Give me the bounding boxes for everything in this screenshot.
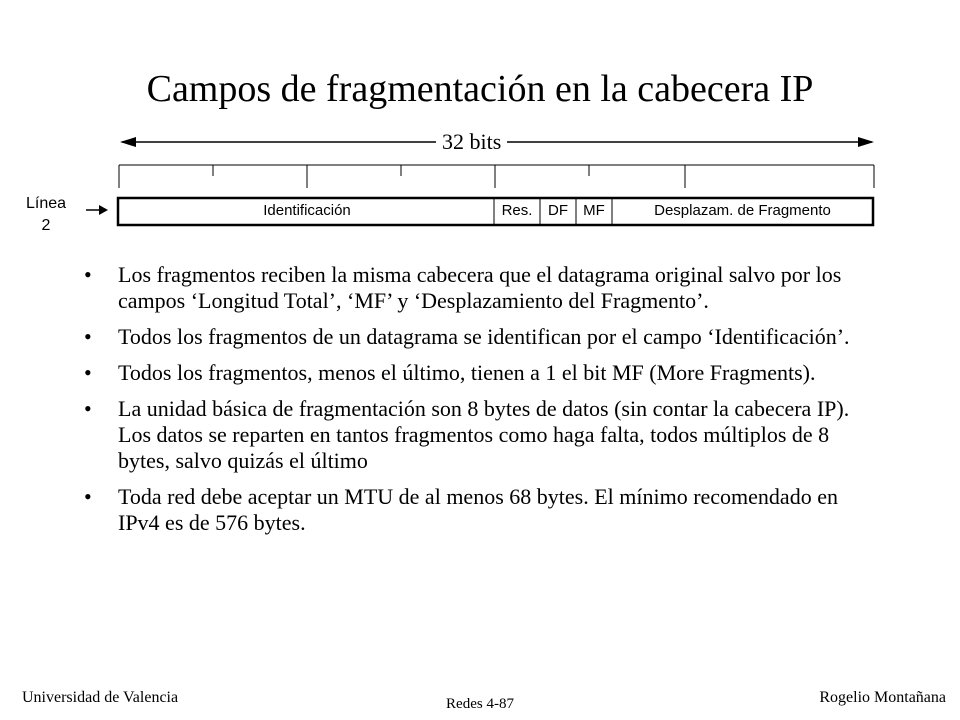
bullet-text: La unidad básica de fragmentación son 8 bytes de datos (sin contar la cabecera IP). Los datos se reparten en tantos fragmentos como haga falta, todos múltiplos de 8 bytes, salvo quizás el último <box>118 396 850 473</box>
arrow-left-head <box>120 137 136 147</box>
row-label <box>18 193 74 237</box>
footer-institution: Universidad de Valencia <box>22 689 179 706</box>
bullet-marker: • <box>84 262 92 287</box>
bullet-list <box>84 262 884 546</box>
footer-author: Rogelio Montañana <box>819 689 946 706</box>
bullet-item <box>84 360 884 386</box>
field-mf: MF <box>583 202 605 219</box>
bullet-item <box>84 396 884 474</box>
field-identificacion: Identificación <box>263 202 351 219</box>
bullet-marker: • <box>84 396 92 421</box>
arrow-right-head <box>858 137 874 147</box>
bullet-text: Los fragmentos reciben la misma cabecera que el datagrama original salvo por los campos ‘Longitud Total’, ‘MF’ y ‘Desplazamiento del Fragmento’. <box>118 262 842 313</box>
bullet-text: Toda red debe aceptar un MTU de al menos 68 bytes. El mínimo recomendado en IPv4 es de 576 bytes. <box>118 484 838 535</box>
field-df: DF <box>548 202 568 219</box>
bullet-text: Todos los fragmentos, menos el último, tienen a 1 el bit MF (More Fragments). <box>118 360 816 385</box>
bullet-item <box>84 262 884 314</box>
row-label-line1: Línea <box>25 195 67 212</box>
bullet-marker: • <box>84 324 92 349</box>
bullet-marker: • <box>84 484 92 509</box>
bullet-item <box>84 324 884 350</box>
width-label: 32 bits <box>436 128 507 156</box>
field-res: Res. <box>501 202 533 219</box>
row-pointer-head <box>99 205 108 215</box>
slide-title: Campos de fragmentación en la cabecera IP <box>146 68 814 110</box>
bullet-item <box>84 484 884 536</box>
footer-page-number: Redes 4-87 <box>446 696 514 712</box>
bullet-marker: • <box>84 360 92 385</box>
field-desplazamiento: Desplazam. de Fragmento <box>654 202 831 219</box>
bullet-text: Todos los fragmentos de un datagrama se identifican por el campo ‘Identificación’. <box>118 324 850 349</box>
row-label-line2: 2 <box>41 217 51 234</box>
